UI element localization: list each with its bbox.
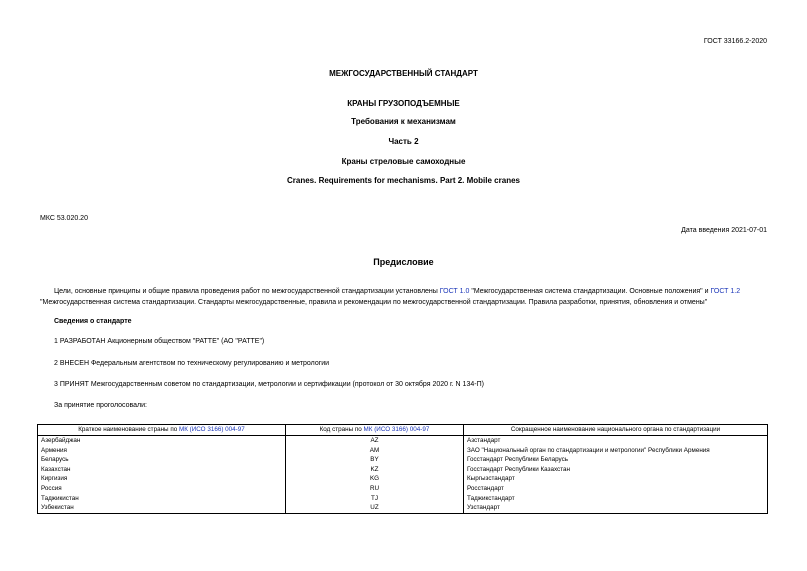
foreword-text-1: Цели, основные принципы и общие правила проведения работ по межгосударственной стандартизации установлены [54,288,440,295]
country-code: UZ [286,503,464,513]
standards-body: Азстандарт [464,436,768,446]
column-header-body: Сокращенное наименование национального органа по стандартизации [464,425,768,436]
voted-label: За принятие проголосовали: [54,402,147,409]
info-item-developed: 1 РАЗРАБОТАН Акционерным обществом "РАТТЕ" (АО "РАТТЕ") [54,338,265,345]
country-code: BY [286,455,464,465]
country-name: Казахстан [38,465,286,475]
gost-1-0-link[interactable]: ГОСТ 1.0 [439,288,470,295]
country-code: KZ [286,465,464,475]
column-header-country: Краткое наименование страны по МК (ИСО 3166) 004-97 [38,425,286,436]
document-title-english: Cranes. Requirements for mechanisms. Part 2. Mobile cranes [287,176,520,185]
introduction-date: Дата введения 2021-07-01 [681,227,767,234]
country-name: Киргизия [38,474,286,484]
document-part: Часть 2 [388,137,419,146]
foreword-text-2: "Межгосударственная система стандартизации. Основные положения" и [469,288,711,295]
column-header-code: Код страны по МК (ИСО 3166) 004-97 [286,425,464,436]
country-name: Армения [38,446,286,456]
country-name: Узбекистан [38,503,286,513]
standards-body: Росстандарт [464,484,768,494]
standards-body: Таджикстандарт [464,494,768,504]
table-row [38,465,768,475]
country-code: KG [286,474,464,484]
document-subtitle: Требования к механизмам [351,117,456,126]
standards-body: Кыргызстандарт [464,474,768,484]
foreword-heading: Предисловие [373,257,434,267]
table-row [38,436,768,446]
table-row [38,446,768,456]
country-code: AZ [286,436,464,446]
table-row [38,455,768,465]
gost-1-2-link[interactable]: ГОСТ 1.2 [710,288,741,295]
country-code: AM [286,446,464,456]
voting-countries-table [37,424,768,514]
mk-iso-link[interactable]: МК (ИСО 3166) 004-97 [178,426,245,434]
mks-code: МКС 53.020.20 [40,215,88,222]
country-name: Азербайджан [38,436,286,446]
document-number: ГОСТ 33166.2-2020 [703,38,767,45]
country-code: TJ [286,494,464,504]
document-part-title: Краны стреловые самоходные [341,157,466,166]
info-item-submitted: 2 ВНЕСЕН Федеральным агентством по техническому регулированию и метрологии [54,360,330,367]
standards-body: Госстандарт Республики Казахстан [464,465,768,475]
mk-iso-link[interactable]: МК (ИСО 3166) 004-97 [363,426,430,434]
table-row [38,494,768,504]
standard-type-heading: МЕЖГОСУДАРСТВЕННЫЙ СТАНДАРТ [329,69,478,78]
country-name: Россия [38,484,286,494]
standard-info-heading: Сведения о стандарте [54,318,132,325]
country-code: RU [286,484,464,494]
country-name: Таджикистан [38,494,286,504]
standards-body: Госстандарт Республики Беларусь [464,455,768,465]
info-item-adopted: 3 ПРИНЯТ Межгосударственным советом по стандартизации, метрологии и сертификации (протокол от 30 октября 2020 г. N 134-П) [54,381,484,388]
table-row [38,484,768,494]
standards-body: Узстандарт [464,503,768,513]
document-title: КРАНЫ ГРУЗОПОДЪЕМНЫЕ [347,99,460,108]
country-name: Беларусь [38,455,286,465]
foreword-paragraph [40,286,768,308]
standards-body: ЗАО "Национальный орган по стандартизации и метрологии" Республики Армения [464,446,768,456]
table-row [38,474,768,484]
table-header-row [38,425,768,436]
table-row [38,503,768,513]
foreword-text-3: "Межгосударственная система стандартизации. Стандарты межгосударственные, правила и рекомендации по межгосударственной стандартизации. Правила разработки, принятия, обновления и отмены" [40,299,708,306]
